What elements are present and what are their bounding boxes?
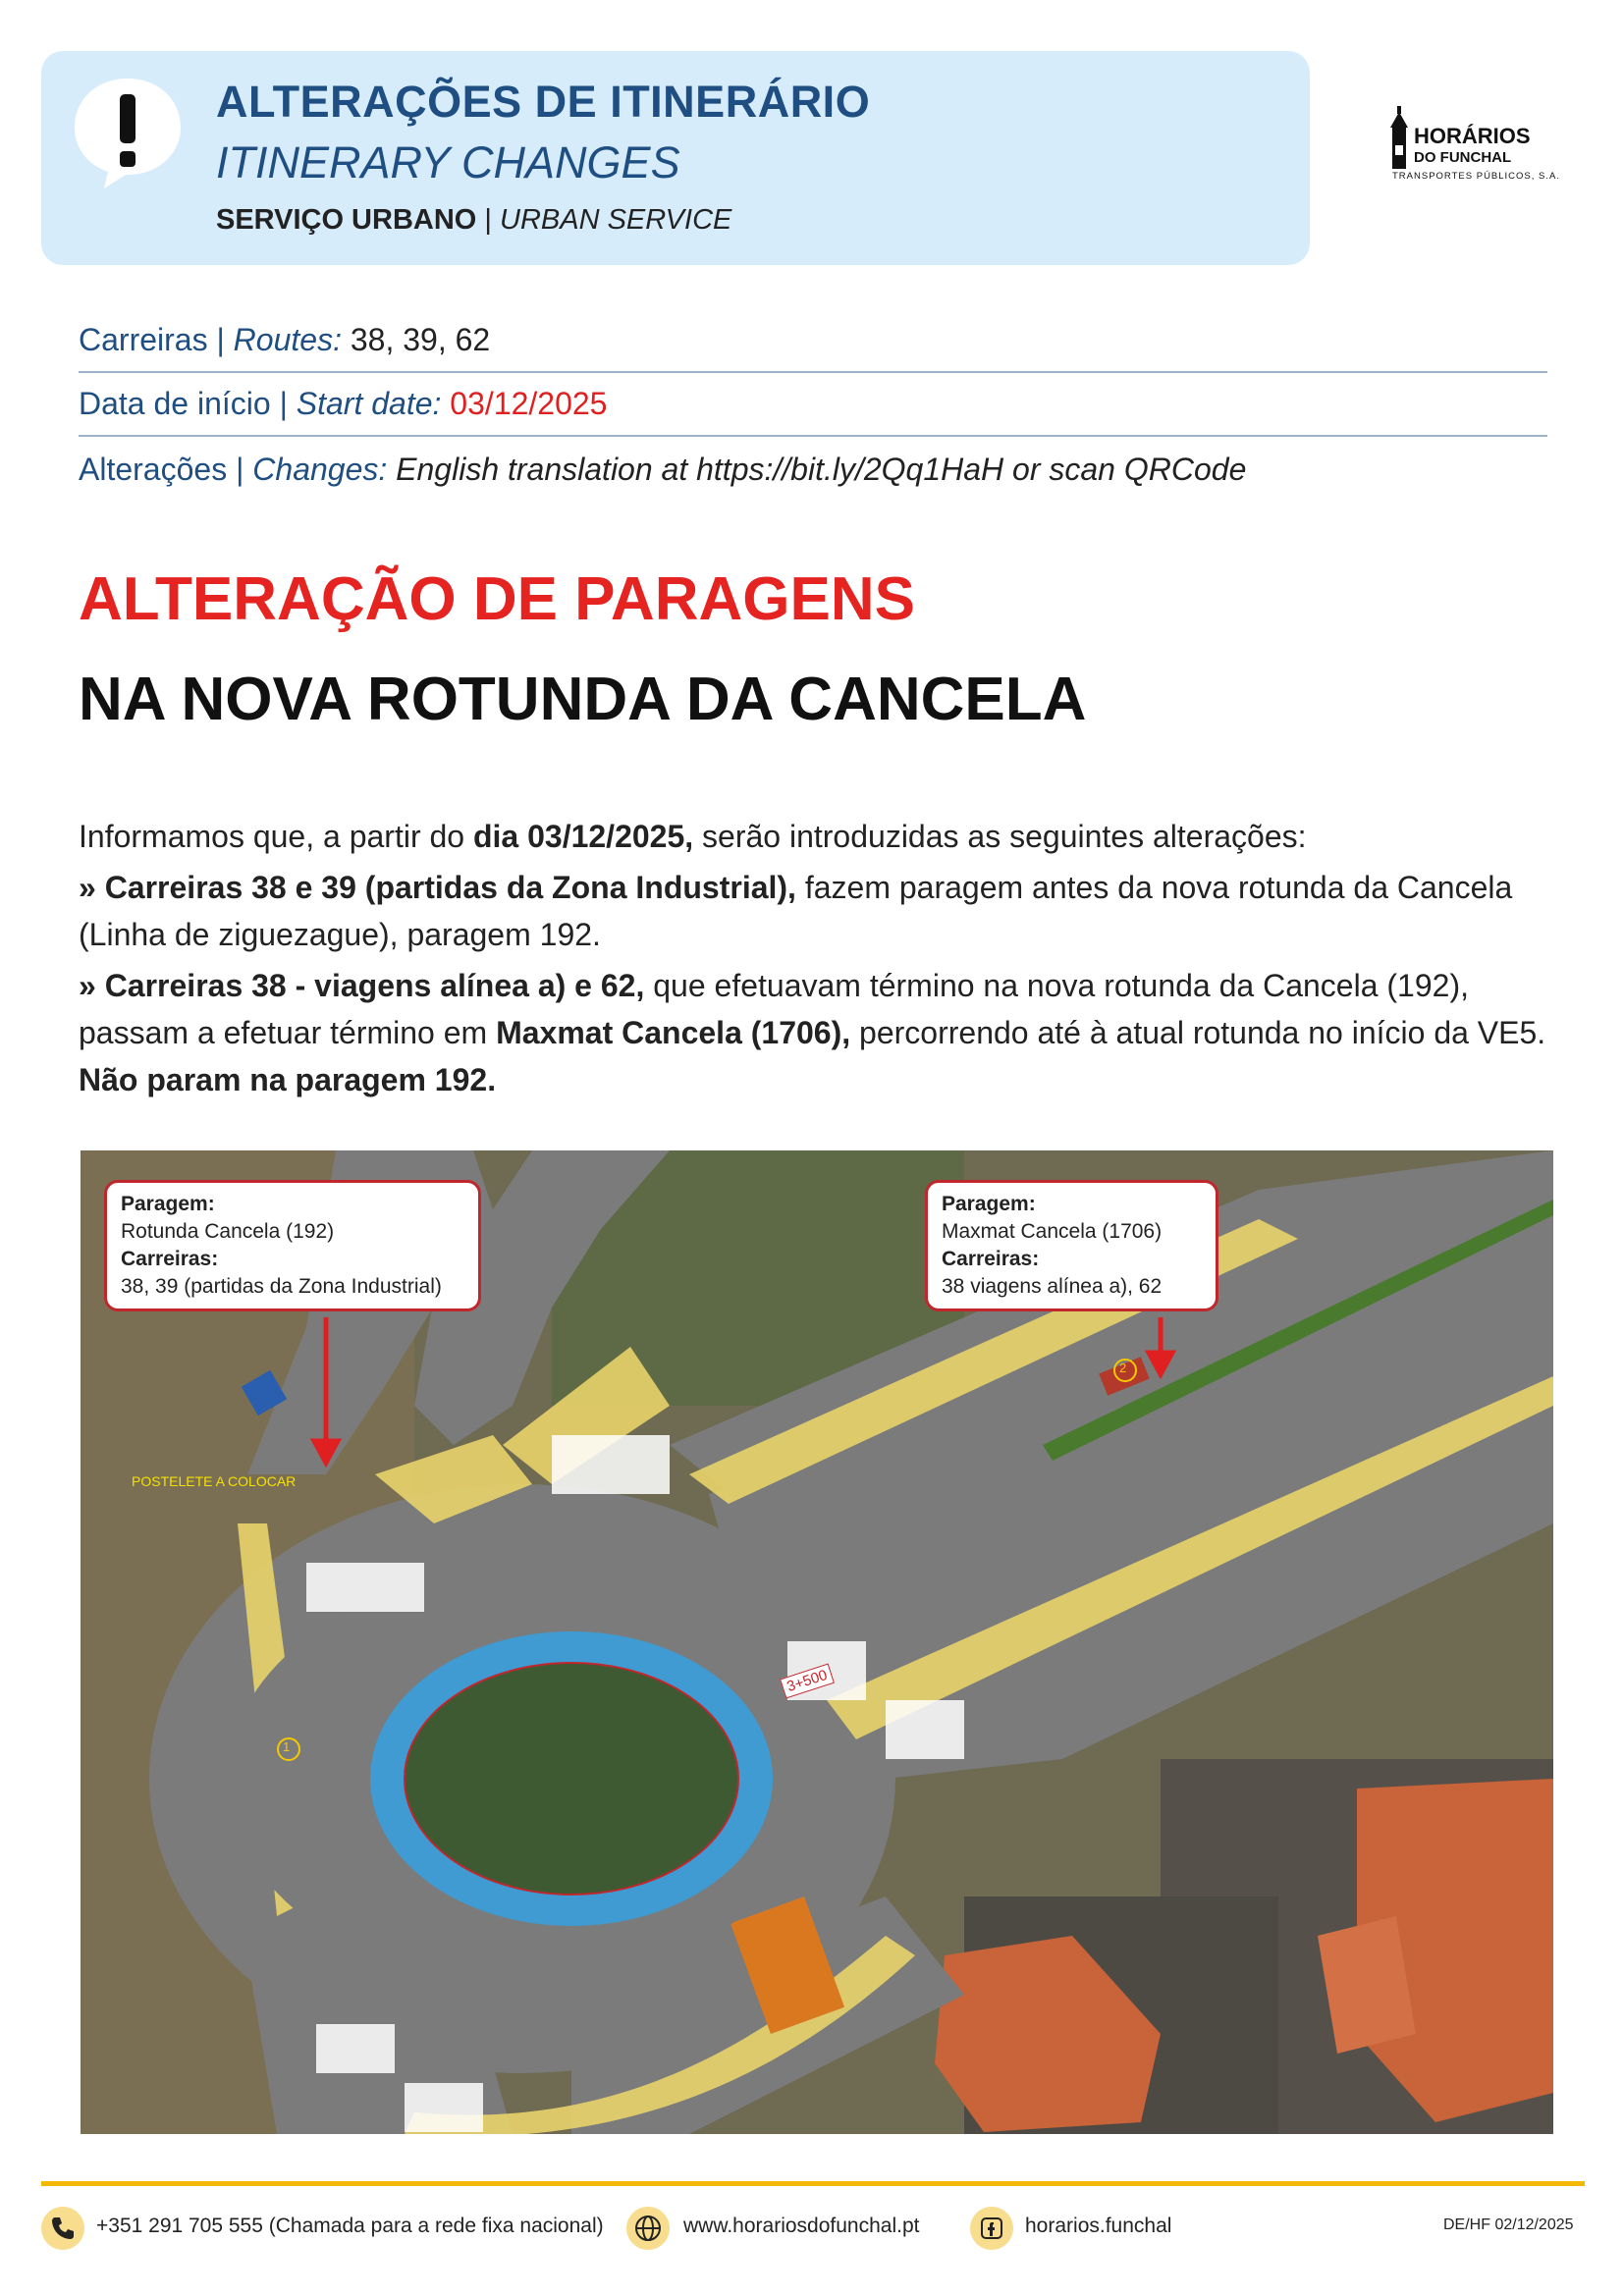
roundabout-map <box>81 1150 1553 2134</box>
logo-name: HORÁRIOS <box>1414 124 1531 148</box>
main-title: ALTERAÇÃO DE PARAGENS <box>79 565 915 633</box>
stop-marker-1: 1 <box>283 1739 291 1754</box>
main-subtitle: NA NOVA ROTUNDA DA CANCELA <box>79 666 1087 733</box>
divider <box>79 371 1547 373</box>
header-subtitle: ITINERARY CHANGES <box>216 137 680 187</box>
stop-marker-2: 2 <box>1119 1361 1127 1375</box>
callout-stop-1706: Paragem: Maxmat Cancela (1706) Carreiras: 38 viagens alínea a), 62 <box>925 1180 1218 1311</box>
globe-icon <box>626 2207 670 2250</box>
km-marker: 3+500 <box>780 1663 835 1698</box>
logo-tagline: TRANSPORTES PÚBLICOS, S.A. <box>1392 171 1561 182</box>
postelete-label: POSTELETE A COLOCAR <box>132 1473 297 1489</box>
paragraph-routes-38-62: » Carreiras 38 - viagens alínea a) e 62, que efetuavam término na nova rotunda da Cancela (192), passam a efetuar término em Maxmat Cancela (1706), percorrendo até à atual rotunda no início da VE5. Não param na paragem 192. <box>79 968 1546 1097</box>
divider <box>79 435 1547 437</box>
header-title: ALTERAÇÕES DE ITINERÁRIO <box>216 77 871 127</box>
header-service: SERVIÇO URBANO | URBAN SERVICE <box>216 204 732 236</box>
footer-facebook[interactable]: horarios.funchal <box>1025 2215 1172 2237</box>
routes-row: Carreiras | Routes: 38, 39, 62 <box>79 322 491 357</box>
paragraph-intro: Informamos que, a partir do dia 03/12/2025, serão introduzidas as seguintes alterações: <box>79 819 1307 854</box>
footer-website[interactable]: www.horariosdofunchal.pt <box>683 2215 920 2237</box>
footer-doc-code: DE/HF 02/12/2025 <box>1443 2216 1574 2233</box>
footer-rule <box>41 2181 1585 2186</box>
facebook-icon <box>970 2207 1013 2250</box>
routes-value: 38, 39, 62 <box>350 322 491 357</box>
paragraph-routes-38-39: » Carreiras 38 e 39 (partidas da Zona Industrial), fazem paragem antes da nova rotunda da Cancela (Linha de ziguezague), paragem 192. <box>79 870 1513 952</box>
changes-value: English translation at https://bit.ly/2Qq1HaH or scan QRCode <box>396 452 1247 487</box>
changes-row: Alterações | Changes: English translation at https://bit.ly/2Qq1HaH or scan QRCode <box>79 452 1247 487</box>
notice-body <box>79 813 1571 1107</box>
alert-icon <box>69 73 187 190</box>
logo-subname: DO FUNCHAL <box>1414 149 1512 166</box>
start-date-row: Data de início | Start date: 03/12/2025 <box>79 386 608 421</box>
phone-icon <box>41 2207 84 2250</box>
footer-phone: +351 291 705 555 (Chamada para a rede fixa nacional) <box>96 2215 604 2237</box>
start-date-value: 03/12/2025 <box>450 386 608 421</box>
callout-stop-192: Paragem: Rotunda Cancela (192) Carreiras: 38, 39 (partidas da Zona Industrial) <box>104 1180 481 1311</box>
